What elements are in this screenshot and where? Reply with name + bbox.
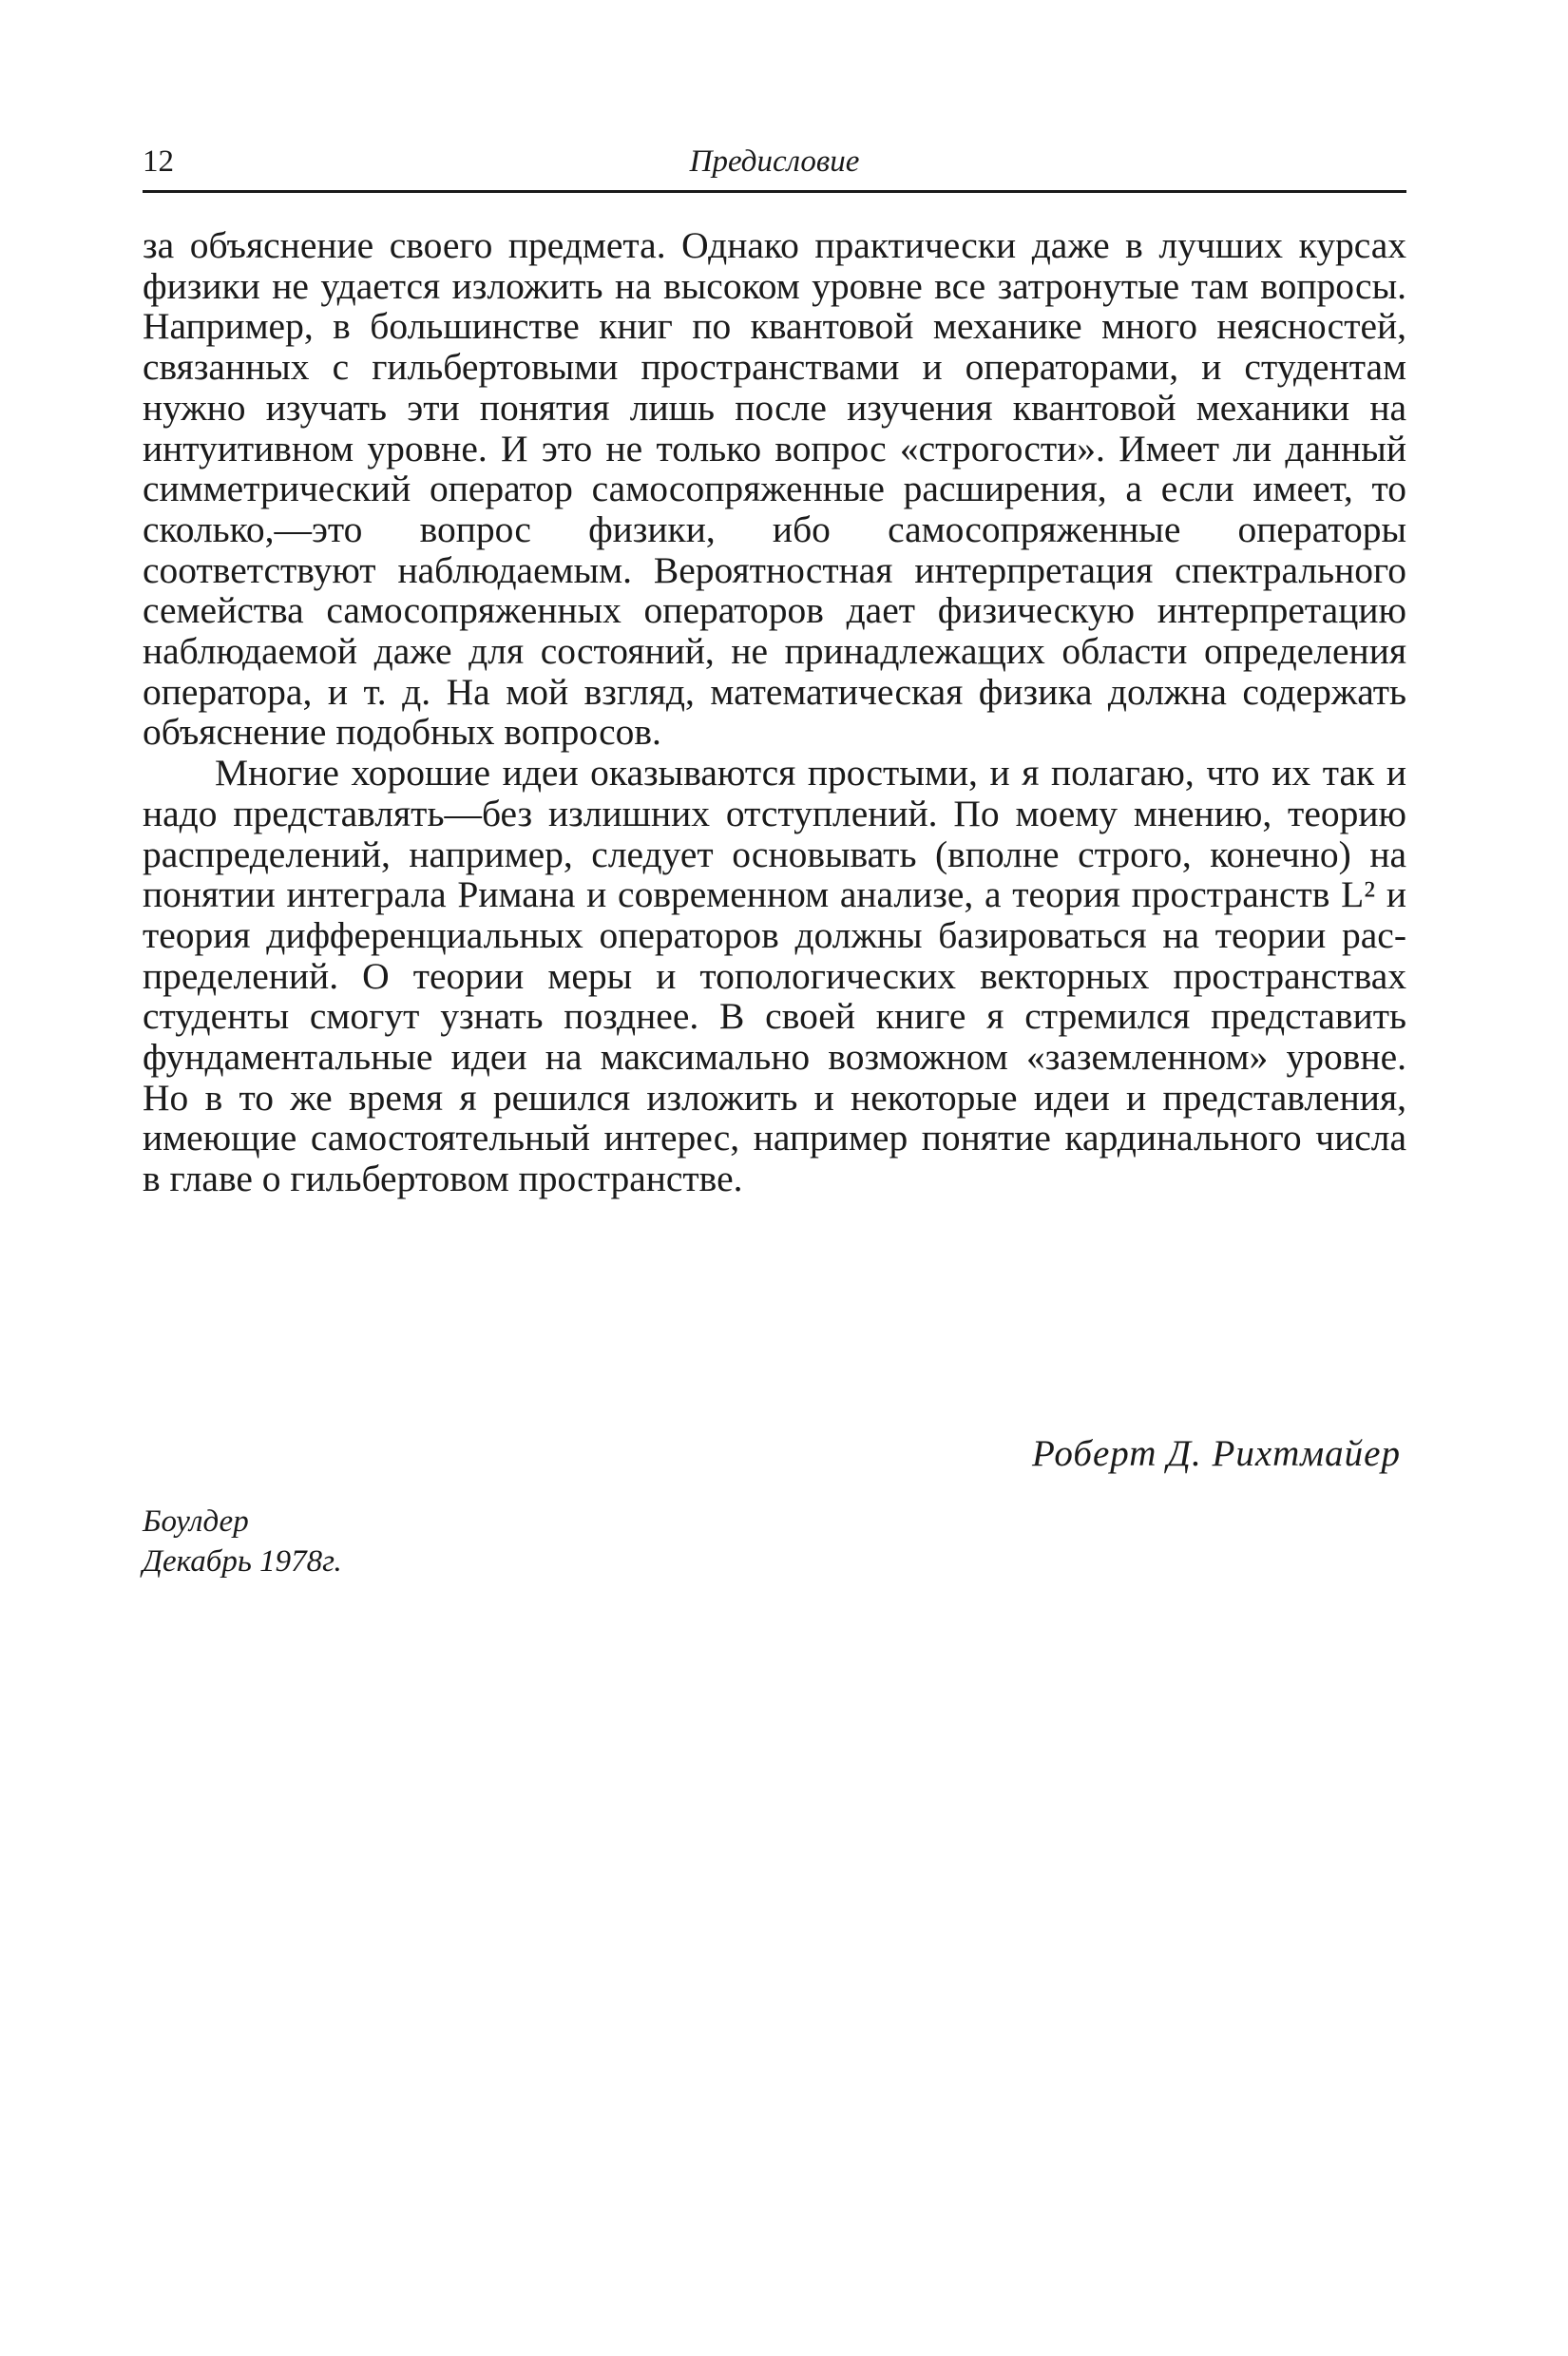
section-title: Предисловие (689, 144, 860, 179)
paragraph-1: за объяснение своего предмета. Однако практически даже в лучших курсах физики не удается изложить на высоком уровне все затронутые там вопросы. Например, в большинстве книг по квантовой механике много неясностей, связанных с гильбертовыми пространствами и операторами, и студентам нужно изучать эти понятия лишь после изучения квантовой механики на интуитивном уровне. И это не только вопрос «строгости». Имеет ли данный симметрический оператор самосопряженные расширения, а если имеет, то сколько,—это вопрос физики, ибо самосопряженные операторы соответствуют наблюдаемым. Вероятностная интерпретация спектрального семейства самосопряженных операторов дает физическую интерпретацию наблюдаемой даже для состояний, не принадлежащих области определения оператора, и т. д. На мой взгляд, математическая физика должна содержать объяснение подобных вопросов. (143, 224, 1406, 754)
place: Боулдер (143, 1504, 249, 1539)
place-date (143, 1502, 342, 1581)
body-text (143, 225, 1406, 1199)
date: Декабрь 1978г. (143, 1544, 342, 1579)
author-signature: Роберт Д. Рихтмайер (1031, 1433, 1401, 1474)
paragraph-2: Многие хорошие идеи оказываются простыми, и я полагаю, что их так и надо представлять—без излишних отступлений. По моему мнению, теорию распределений, например, следует основывать (вполне строго, конечно) на понятии интеграла Римана и современном анализе, а теория пространств L² и теория дифференциальных операторов должны базироваться на теории распределений. О теории меры и топологических векторных пространствах студенты смогут узнать позднее. В своей книге я стремился представить фундаментальные идеи на максимально возможном «заземленном» уровне. Но в то же время я решился изложить и некоторые идеи и представления, имеющие самостоятельный интерес, например понятие кардинального числа в главе о гильбертовом пространстве. (143, 752, 1406, 1200)
running-head (143, 143, 1406, 193)
page-number: 12 (143, 144, 174, 179)
